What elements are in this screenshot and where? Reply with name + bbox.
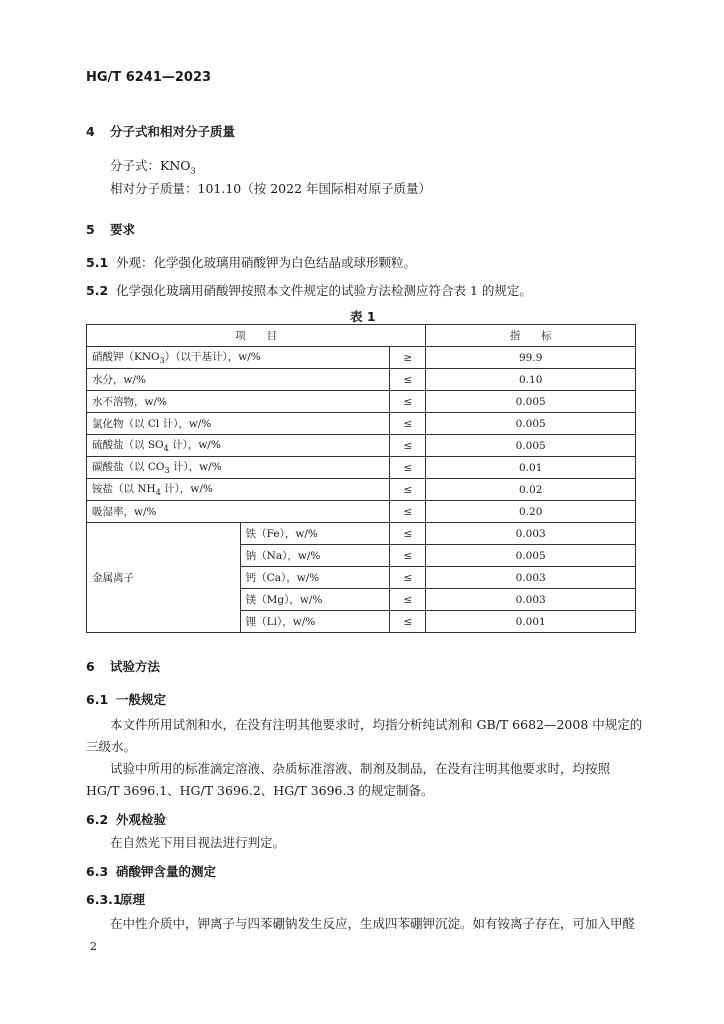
table-row: 吸湿率，w/% ≤ 0.20 (87, 501, 636, 523)
clause-6-1-paragraph-1: 本文件所用试剂和水，在没有注明其他要求时，均指分析纯试剂和 GB/T 6682—2008 中规定的 (110, 717, 643, 732)
table-row: 镁（Mg），w/% ≤ 0.003 (87, 589, 636, 611)
section-6-heading: 6 试验方法 (86, 659, 161, 674)
header-value: 指 标 (426, 325, 636, 347)
specification-table (86, 324, 636, 633)
clause-6-3-1-paragraph: 在中性介质中，钾离子与四苯硼钠发生反应，生成四苯硼钾沉淀。如有铵离子存在，可加入甲醛 (110, 916, 636, 931)
standard-code: HG/T 6241—2023 (86, 70, 212, 85)
page-number: 2 (90, 940, 97, 953)
clause-6-3-heading: 6.3 硝酸钾含量的测定 (86, 864, 217, 879)
clause-6-1-paragraph-1-cont: 三级水。 (86, 739, 137, 754)
section-title: 分子式和相对分子质量 (110, 124, 236, 139)
table-row: 钠（Na），w/% ≤ 0.005 (87, 545, 636, 567)
table-row: 水分，w/% ≤ 0.10 (87, 369, 636, 391)
table-row: 碳酸盐（以 $CO_3$ 计），w/% ≤ 0.01 (87, 457, 636, 479)
clause-6-2-heading: 6.2 外观检验 (86, 812, 167, 827)
clause-6-1-heading: 6.1 一般规定 (86, 692, 167, 707)
table-header-row (87, 325, 636, 347)
molecular-mass: 相对分子质量：101.10（按 2022 年国际相对原子质量） (110, 181, 431, 196)
clause-6-1-paragraph-2: 试验中所用的标准滴定溶液、杂质标准溶液、制剂及制品，在没有注明其他要求时，均按照 (110, 761, 611, 776)
table-row: 锂（Li），w/% ≤ 0.001 (87, 611, 636, 633)
table-row: 金属离子 铁（Fe），w/% ≤ 0.003 (87, 523, 636, 545)
section-number: 4 (86, 124, 95, 139)
clause-5-2: 5.2 化学强化玻璃用硝酸钾按照本文件规定的试验方法检测应符合表 1 的规定。 (86, 283, 532, 298)
clause-6-2-paragraph: 在自然光下用目视法进行判定。 (110, 835, 286, 850)
molecular-formula: 分子式：$KNO_3$ (110, 158, 196, 176)
header-item: 项 目 (87, 325, 426, 347)
table-caption: 表 1 (350, 309, 376, 324)
table-row: 钙（Ca），w/% ≤ 0.003 (87, 567, 636, 589)
clause-6-1-paragraph-2-cont: HG/T 3696.1、HG/T 3696.2、HG/T 3696.3 的规定制备。 (86, 783, 434, 798)
metal-ions-label: 金属离子 (87, 523, 241, 633)
table-row: 铵盐（以 $NH_4$ 计），w/% ≤ 0.02 (87, 479, 636, 501)
table-row: 氯化物（以 Cl 计），w/% ≤ 0.005 (87, 413, 636, 435)
section-5-heading: 5 要求 (86, 222, 136, 237)
table-row: 水不溶物，w/% ≤ 0.005 (87, 391, 636, 413)
table-row: 硝酸钾$(KNO_3)$（以干基计），w/% ≥ 99.9 (87, 347, 636, 369)
clause-5-1: 5.1 外观：化学强化玻璃用硝酸钾为白色结晶或球形颗粒。 (86, 255, 417, 270)
clause-6-3-1-heading: 6.3.1原理 (86, 892, 146, 907)
table-row: 硫酸盐（以 $SO_4$ 计），w/% ≤ 0.005 (87, 435, 636, 457)
section-4-heading (86, 122, 235, 140)
